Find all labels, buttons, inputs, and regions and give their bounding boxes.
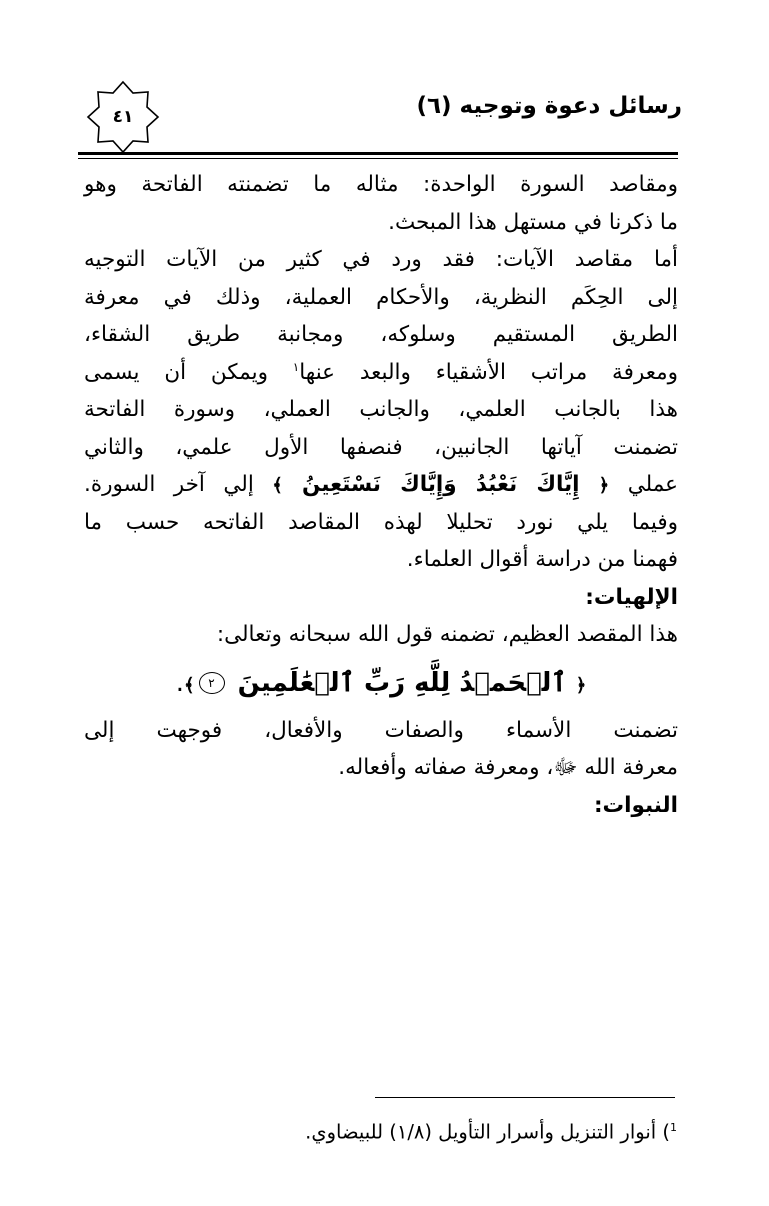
ayah-number-marker: ٢ — [199, 672, 225, 694]
body-line — [84, 354, 678, 392]
footnote-paren: ) — [656, 1120, 670, 1144]
body-text — [84, 166, 678, 824]
running-title: رسائل دعوة وتوجيه (٦) — [416, 93, 682, 119]
quran-verse: ٱلۡحَمۡدُ لِلَّهِ رَبِّ ٱلۡعَٰلَمِينَ — [228, 667, 576, 698]
body-text-run: ومعرفة مراتب الأشقياء والبعد عنها — [299, 359, 678, 385]
footnote-text: أنوار التنزيل وأسرار التأويل (١/٨) للبيضاوي. — [305, 1120, 657, 1144]
footnote-number: 1 — [670, 1121, 677, 1134]
body-text-run: ويمكن أن يسمى — [84, 359, 293, 385]
quran-bracket-open: ﴿ — [598, 475, 610, 496]
body-line: تضمنت الأسماء والصفات والأفعال، فوجهت إلى — [84, 717, 678, 743]
footnote-separator — [375, 1097, 675, 1098]
body-line: هذا المقصد العظيم، تضمنه قول الله سبحانه وتعالى: — [216, 622, 678, 647]
body-line: معرفة الله ﷻ، ومعرفة صفاته وأفعاله. — [338, 755, 678, 780]
footnote — [100, 1115, 677, 1146]
body-line: ما ذكرنا في مستهل هذا المبحث. — [388, 209, 678, 235]
body-line: هذا بالجانب العلمي، والجانب العملي، وسورة الفاتحة — [84, 397, 678, 422]
verse-end-punctuation: . — [175, 667, 184, 698]
section-heading: النبوات: — [593, 792, 678, 818]
body-line: إلى الحِكَم النظرية، والأحكام العملية، وذلك في معرفة — [84, 284, 678, 310]
footnote-reference: ١ — [292, 359, 300, 374]
quran-bracket-close: ﴾ — [183, 674, 195, 696]
body-line: أما مقاصد الآيات: فقد ورد في كثير من الآيات التوجيه — [84, 247, 678, 272]
body-line: تضمنت آياتها الجانبين، فنصفها الأول علمي، والثاني — [84, 434, 678, 460]
section-heading: الإلهيات: — [585, 584, 678, 610]
quran-bracket-open: ﴿ — [575, 674, 587, 696]
page-number-badge — [86, 80, 160, 154]
body-line — [84, 466, 678, 504]
quran-verse-line — [84, 654, 678, 712]
header-rule-thick — [78, 152, 678, 155]
page-number: ٤١ — [112, 107, 134, 127]
body-text-run: إلي آخر السورة. — [84, 472, 273, 497]
header-rule-thin — [78, 158, 678, 159]
body-line: الطريق المستقيم وسلوكه، ومجانبة طريق الشقاء، — [84, 322, 678, 347]
body-line: وفيما يلي نورد تحليلا لهذه المقاصد الفاتحه حسب ما — [84, 509, 678, 535]
page-header — [70, 72, 682, 152]
body-text-run: عملي — [609, 472, 678, 497]
quran-verse: إِيَّاكَ نَعْبُدُ وَإِيَّاكَ نَسْتَعِينُ — [282, 472, 599, 497]
body-line: فهمنا من دراسة أقوال العلماء. — [406, 547, 678, 572]
body-line: ومقاصد السورة الواحدة: مثاله ما تضمنته الفاتحة وهو — [84, 172, 678, 197]
quran-bracket-close: ﴾ — [272, 475, 283, 496]
